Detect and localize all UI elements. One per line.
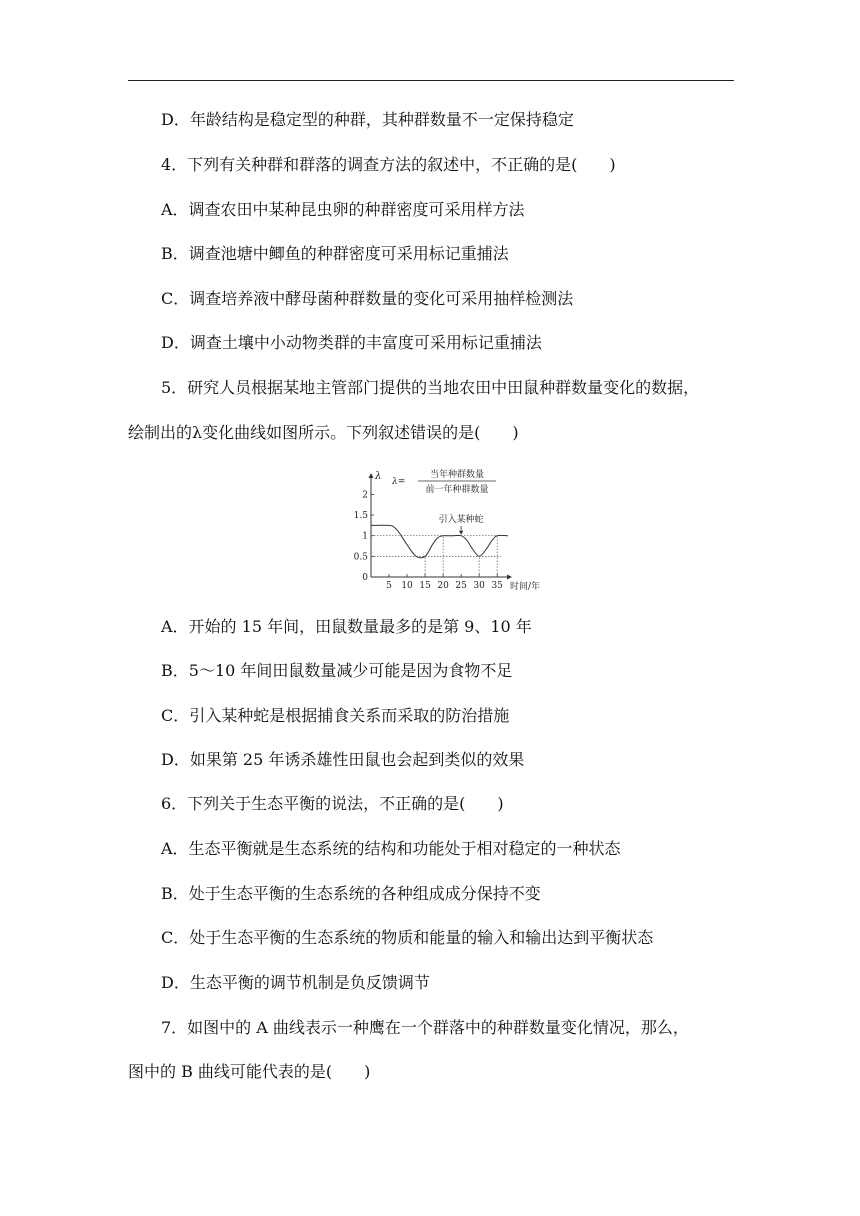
y-tick-label: 0.5 [353,552,368,563]
x-axis-arrow [507,575,512,580]
formula-prefix: λ= [392,477,406,487]
y-axis-label: λ [375,471,382,482]
question-6-option-b: B．处于生态平衡的生态系统的各种组成成分保持不变 [161,884,541,903]
question-6-stem: 6．下列关于生态平衡的说法，不正确的是( ) [161,794,504,813]
question-5-stem-line-1: 5．研究人员根据某地主管部门提供的当地农田中田鼠种群数量变化的数据， [161,378,700,397]
x-tick-label: 10 [401,581,413,591]
y-tick-label: 0 [362,573,368,583]
lambda-chart [340,462,540,594]
question-4-stem: 4．下列有关种群和群落的调查方法的叙述中，不正确的是( ) [161,155,616,174]
header-rule [128,80,734,81]
y-axis-arrow [369,473,374,478]
formula-denominator: 前一年种群数量 [425,485,489,495]
y-tick-label: 2 [362,490,368,501]
question-5-option-d: D．如果第 25 年诱杀雄性田鼠也会起到类似的效果 [161,750,525,769]
question-3-option-d: D．年龄结构是稳定型的种群，其种群数量不一定保持稳定 [161,110,574,129]
question-6-option-a: A．生态平衡就是生态系统的结构和功能处于相对稳定的一种状态 [161,839,621,858]
chart-labels [354,468,540,592]
x-tick-label: 5 [386,581,392,591]
question-4-option-b: B．调查池塘中鲫鱼的种群密度可采用标记重捕法 [161,244,509,263]
question-5-option-b: B．5～10 年间田鼠数量减少可能是因为食物不足 [161,661,513,680]
question-5-option-a: A．开始的 15 年间，田鼠数量最多的是第 9、10 年 [161,617,532,636]
x-axis-label: 时间/年 [510,582,540,592]
formula-numerator: 当年种群数量 [429,470,485,480]
question-4-option-d: D．调查土壤中小动物类群的丰富度可采用标记重捕法 [161,333,542,352]
question-6-option-d: D．生态平衡的调节机制是负反馈调节 [161,973,430,992]
chart-guides [371,536,501,577]
question-7-stem-line-1: 7．如图中的 A 曲线表示一种鹰在一个群落中的种群数量变化情况，那么， [161,1018,689,1037]
y-tick-label: 1.5 [353,511,368,522]
x-tick-label: 20 [437,581,449,591]
annotation-arrow-head [459,531,463,535]
question-4-option-a: A．调查农田中某种昆虫卵的种群密度可采用样方法 [161,200,525,219]
question-7-stem-line-2: 图中的 B 曲线可能代表的是( ) [128,1062,371,1081]
x-tick-label: 35 [491,581,503,591]
annotation-label: 引入某种蛇 [438,515,484,525]
question-5-stem-line-2: 绘制出的λ变化曲线如图所示。下列叙述错误的是( ) [128,423,519,442]
x-tick-label: 25 [455,581,467,591]
lambda-curve [371,525,508,558]
y-tick-label: 1 [362,531,368,542]
question-6-option-c: C．处于生态平衡的生态系统的物质和能量的输入和输出达到平衡状态 [161,928,654,947]
x-tick-label: 15 [419,581,431,591]
question-4-option-c: C．调查培养液中酵母菌种群数量的变化可采用抽样检测法 [161,289,574,308]
x-tick-label: 30 [473,581,485,591]
question-5-option-c: C．引入某种蛇是根据捕食关系而采取的防治措施 [161,706,510,725]
